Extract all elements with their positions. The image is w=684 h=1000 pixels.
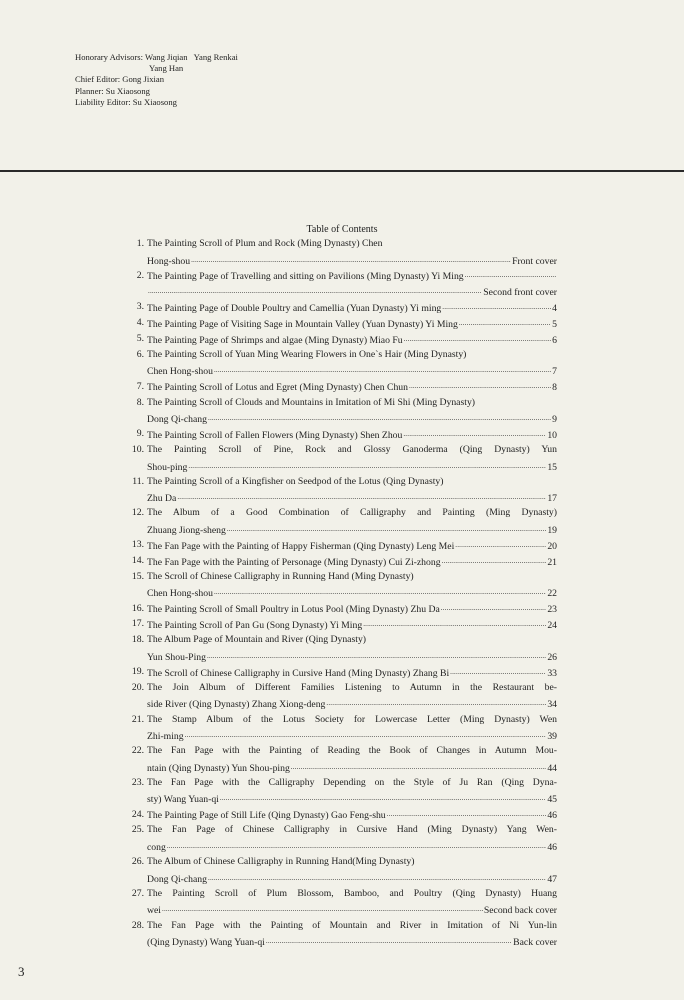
toc-entry-line bbox=[147, 682, 557, 693]
toc-entry-line bbox=[147, 254, 557, 267]
toc-entry-title: The Painting Scroll of Plum and Rock (Ming Dynasty) Chen bbox=[147, 238, 383, 249]
toc-entry-title: The Painting Scroll of Plum Blossom, Bamboo, and Poultry (Qing Dynasty) Huang bbox=[147, 887, 557, 899]
dot-leader bbox=[266, 935, 512, 945]
dot-leader bbox=[148, 286, 482, 296]
dot-leader bbox=[177, 492, 546, 502]
toc-entry-line bbox=[147, 238, 557, 249]
dot-leader bbox=[363, 618, 546, 628]
toc-entry-title: The Painting Scroll of Pine, Rock and Glossy Ganoderma (Qing Dynasty) Yun bbox=[147, 444, 557, 456]
liability-editor: Liability Editor: Su Xiaosong bbox=[75, 96, 177, 107]
toc-entry-title: The Painting Page of Still Life (Qing Dynasty) Gao Feng-shu bbox=[147, 810, 386, 822]
toc-entry-title: The Album Page of Mountain and River (Qing Dynasty) bbox=[147, 634, 367, 646]
toc-entry-page: 17 bbox=[547, 493, 557, 505]
toc-entry-title: The Stamp Album of the Lotus Society for Lowercase Letter (Ming Dynasty) Wen bbox=[147, 713, 557, 725]
toc-entry-page: 39 bbox=[547, 731, 557, 743]
toc-entry-title: The Fan Page of Chinese Calligraphy in Cursive Hand (Ming Dynasty) Yang Wen- bbox=[147, 824, 557, 836]
toc-entry-line bbox=[147, 365, 557, 378]
toc-entry-page: 7 bbox=[552, 366, 557, 378]
dot-leader bbox=[207, 650, 546, 660]
toc-entry-number: 11. bbox=[132, 475, 144, 487]
dot-leader bbox=[459, 317, 551, 327]
toc-entry-line bbox=[147, 650, 557, 663]
credits-advisors-row bbox=[75, 52, 238, 63]
page-number: 3 bbox=[18, 964, 25, 979]
toc-entry-line bbox=[147, 793, 557, 806]
toc-entry-line bbox=[147, 634, 557, 645]
toc-entry-title: The Painting Scroll of Pan Gu (Song Dynasty) Yi Ming bbox=[147, 620, 363, 632]
toc-entry-title: The Painting Page of Double Poultry and Camellia (Yuan Dynasty) Yi ming bbox=[147, 303, 442, 315]
toc-entry-page: Second back cover bbox=[483, 905, 557, 917]
toc-entry-page: 46 bbox=[547, 841, 557, 853]
toc-entry-title: The Painting Page of Shrimps and algae (Ming Dynasty) Miao Fu bbox=[147, 334, 403, 346]
dot-leader bbox=[191, 254, 511, 264]
toc-entry-line bbox=[147, 301, 557, 314]
toc-entry-number: 1. bbox=[136, 238, 144, 249]
toc-entry-number: 4. bbox=[136, 317, 144, 329]
toc-entry-page: 44 bbox=[547, 762, 557, 774]
toc-entry-page: 47 bbox=[547, 873, 557, 885]
toc-entry-title: The Painting Scroll of Yuan Ming Wearing Flowers in One`s Hair (Ming Dynasty) bbox=[147, 348, 467, 360]
toc-entry-title: The Painting Scroll of Small Poultry in Lotus Pool (Ming Dynasty) Zhu Da bbox=[147, 604, 440, 616]
toc-entry-line bbox=[147, 809, 557, 822]
toc-entry-line bbox=[147, 920, 557, 931]
dot-leader bbox=[465, 270, 556, 280]
toc-entry-number: 21. bbox=[131, 713, 144, 725]
toc-entry-line bbox=[147, 539, 557, 552]
toc-entry-page: 4 bbox=[552, 303, 557, 315]
toc-entry-title: side River (Qing Dynasty) Zhang Xiong-deng bbox=[147, 699, 326, 711]
toc-entry-line bbox=[147, 397, 557, 408]
toc-entry-line bbox=[147, 381, 557, 394]
toc-entry-number: 19. bbox=[131, 665, 144, 677]
toc-entry-page: 21 bbox=[547, 556, 557, 568]
toc-entry-line bbox=[147, 460, 557, 473]
toc-entry-title: ntain (Qing Dynasty) Yun Shou-ping bbox=[147, 762, 290, 774]
toc-entry-line bbox=[147, 349, 557, 360]
toc-entry-page: Front cover bbox=[512, 255, 557, 267]
toc-entry-page: 5 bbox=[552, 318, 557, 330]
toc-entry-line bbox=[147, 523, 557, 536]
toc-entry-number: 7. bbox=[136, 380, 144, 392]
toc-entry-line bbox=[147, 476, 557, 487]
toc-entry-title: Zhu Da bbox=[147, 493, 177, 505]
toc-entry-line bbox=[147, 428, 557, 441]
toc-entry-line bbox=[147, 492, 557, 505]
toc-entry-page: 26 bbox=[547, 651, 557, 663]
toc-entry-page: 33 bbox=[547, 667, 557, 679]
toc-entry-page: 20 bbox=[547, 540, 557, 552]
toc-entry-line bbox=[147, 333, 557, 346]
toc-entry-page: 24 bbox=[547, 620, 557, 632]
toc-entry-line bbox=[147, 777, 557, 788]
toc-entry-title: The Painting Page of Travelling and sitting on Pavilions (Ming Dynasty) Yi Ming bbox=[147, 271, 464, 283]
toc-entry-line bbox=[147, 317, 557, 330]
toc-entry-line bbox=[147, 555, 557, 568]
dot-leader bbox=[291, 761, 547, 771]
toc-entry-title: The Fan Page with the Calligraphy Depending on the Style of Ju Ran (Qing Dyna- bbox=[147, 776, 557, 788]
dot-leader bbox=[403, 428, 546, 438]
dot-leader bbox=[450, 666, 546, 676]
toc-entry-number: 8. bbox=[136, 396, 144, 408]
dot-leader bbox=[214, 365, 551, 375]
dot-leader bbox=[162, 904, 483, 914]
toc-entry-title: Zhi-ming bbox=[147, 731, 184, 743]
dot-leader bbox=[214, 587, 546, 597]
toc-entry-title: Yun Shou-Ping bbox=[147, 651, 206, 663]
toc-entry-page: 45 bbox=[547, 794, 557, 806]
toc-entry-number: 12. bbox=[131, 507, 144, 519]
toc-title: Table of Contents bbox=[306, 224, 378, 235]
toc-entry-title: The Painting Scroll of Lotus and Egret (Ming Dynasty) Chen Chun bbox=[147, 382, 408, 394]
toc-entry-line bbox=[147, 587, 557, 600]
dot-leader bbox=[167, 840, 546, 850]
toc-entry-line bbox=[147, 444, 557, 455]
toc-entry-title: The Fan Page with the Painting of Reading the Book of Changes in Autumn Mou- bbox=[147, 745, 557, 757]
toc-entry-title: Dong Qi-chang bbox=[147, 414, 207, 426]
toc-entry-line bbox=[147, 603, 557, 616]
toc-entry-page: 22 bbox=[547, 588, 557, 600]
toc-entry-page: 23 bbox=[547, 604, 557, 616]
toc-entry-line bbox=[147, 824, 557, 835]
dot-leader bbox=[409, 381, 551, 391]
toc-entry-line bbox=[147, 840, 557, 853]
toc-entry-number: 2. bbox=[136, 269, 144, 281]
toc-entry-number: 15. bbox=[131, 570, 144, 582]
toc-entry-number: 20. bbox=[131, 681, 144, 693]
toc-entry-line bbox=[147, 270, 557, 283]
toc-entry-number: 16. bbox=[131, 602, 144, 614]
toc-entry-page: 15 bbox=[547, 461, 557, 473]
dot-leader bbox=[185, 729, 547, 739]
toc-entry-number: 5. bbox=[136, 333, 144, 345]
toc-entry-title: The Painting Page of Visiting Sage in Mountain Valley (Yuan Dynasty) Yi Ming bbox=[147, 318, 458, 330]
toc-entry-number: 10. bbox=[131, 444, 144, 456]
toc-entry-number: 9. bbox=[136, 428, 144, 440]
toc-entry-title: Zhuang Jiong-sheng bbox=[147, 524, 226, 536]
dot-leader bbox=[227, 523, 546, 533]
toc-entry-number: 26. bbox=[131, 856, 144, 868]
dot-leader bbox=[188, 460, 546, 470]
toc-entry-title: Shou-ping bbox=[147, 461, 188, 473]
dot-leader bbox=[208, 872, 546, 882]
toc-entry-title: The Scroll of Chinese Calligraphy in Cursive Hand (Ming Dynasty) Zhang Bi bbox=[147, 667, 450, 679]
toc-entry-title: cong bbox=[147, 841, 166, 853]
toc-entry-title: sty) Wang Yuan-qi bbox=[147, 794, 219, 806]
toc-entry-line bbox=[147, 745, 557, 756]
toc-entry-title: The Fan Page with the Painting of Personage (Ming Dynasty) Cui Zi-zhong bbox=[147, 556, 441, 568]
toc-entry-title: The Scroll of Chinese Calligraphy in Running Hand (Ming Dynasty) bbox=[147, 570, 414, 582]
toc-entry-title: Dong Qi-chang bbox=[147, 873, 207, 885]
dot-leader bbox=[220, 793, 546, 803]
toc-entry-page: 8 bbox=[552, 382, 557, 394]
toc-entry-title: The Painting Scroll of a Kingfisher on Seedpod of the Lotus (Qing Dynasty) bbox=[147, 475, 444, 487]
toc-entry-line bbox=[147, 412, 557, 425]
advisors-names: Wang Jiqian Yang Renkai bbox=[145, 52, 238, 62]
toc-entry-number: 13. bbox=[131, 539, 144, 551]
dot-leader bbox=[442, 301, 551, 311]
toc-entry-page: 46 bbox=[547, 810, 557, 822]
toc-entry-number: 22. bbox=[131, 745, 144, 757]
toc-entry-title: wei bbox=[147, 905, 161, 917]
toc-entry-line bbox=[147, 872, 557, 885]
toc-entry-title: Hong-shou bbox=[147, 255, 191, 267]
toc-entry-line bbox=[147, 761, 557, 774]
dot-leader bbox=[387, 809, 547, 819]
toc-entry-title: (Qing Dynasty) Wang Yuan-qi bbox=[147, 937, 265, 949]
toc-entry-line bbox=[147, 618, 557, 631]
toc-entry-line bbox=[147, 729, 557, 742]
toc-entry-title: The Album of a Good Combination of Calligraphy and Painting (Ming Dynasty) bbox=[147, 507, 557, 519]
horizontal-rule bbox=[0, 170, 684, 172]
toc-entry-number: 24. bbox=[131, 808, 144, 820]
toc-entry-page: Second front cover bbox=[483, 287, 557, 299]
toc-entry-number: 25. bbox=[131, 824, 144, 836]
chief-editor: Chief Editor: Gong Jixian bbox=[75, 74, 165, 85]
toc-entry-page: Back cover bbox=[513, 937, 557, 949]
toc-entry-title: Chen Hong-shou bbox=[147, 366, 213, 378]
dot-leader bbox=[441, 603, 547, 613]
toc-entry-line bbox=[147, 935, 557, 948]
toc-entry-number: 28. bbox=[131, 919, 144, 931]
credits-block bbox=[75, 52, 238, 108]
toc-entry-line bbox=[147, 286, 557, 299]
toc-entry-page: 9 bbox=[552, 414, 557, 426]
dot-leader bbox=[208, 412, 551, 422]
toc-entry-title: Chen Hong-shou bbox=[147, 588, 213, 600]
toc-entry-line bbox=[147, 666, 557, 679]
dot-leader bbox=[326, 698, 546, 708]
dot-leader bbox=[442, 555, 547, 565]
toc-entry-number: 17. bbox=[131, 618, 144, 630]
planner: Planner: Su Xiaosong bbox=[75, 85, 150, 96]
advisors-label: Honorary Advisors: bbox=[75, 52, 144, 62]
toc-entry-line bbox=[147, 507, 557, 518]
toc-entry-line bbox=[147, 856, 557, 867]
toc-entry-title: The Fan Page with the Painting of Mountain and River in Imitation of Ni Yun-lin bbox=[147, 919, 557, 931]
toc-entry-line bbox=[147, 904, 557, 917]
toc-entry-line bbox=[147, 888, 557, 899]
dot-leader bbox=[404, 333, 552, 343]
toc-entry-line bbox=[147, 698, 557, 711]
toc-entry-number: 27. bbox=[131, 887, 144, 899]
toc-entry-number: 6. bbox=[136, 348, 144, 360]
toc-entry-page: 19 bbox=[547, 524, 557, 536]
dot-leader bbox=[455, 539, 546, 549]
toc-entry-number: 3. bbox=[136, 301, 144, 313]
toc-entry-title: The Painting Scroll of Clouds and Mountains in Imitation of Mi Shi (Ming Dynasty) bbox=[147, 396, 476, 408]
toc-entry-number: 14. bbox=[131, 555, 144, 566]
advisors-names-line2: Yang Han bbox=[149, 63, 184, 74]
toc-entry-page: 10 bbox=[547, 429, 557, 441]
toc-entry-line bbox=[147, 714, 557, 725]
toc-entry-title: The Join Album of Different Families Listening to Autumn in the Restaurant be- bbox=[147, 681, 557, 693]
toc-entry-page: 34 bbox=[547, 699, 557, 711]
toc-entry-page: 6 bbox=[552, 334, 557, 346]
toc-entry-title: The Fan Page with the Painting of Happy Fisherman (Qing Dynasty) Leng Mei bbox=[147, 540, 455, 552]
toc-entry-number: 18. bbox=[131, 634, 144, 646]
toc-entry-title: The Painting Scroll of Fallen Flowers (Ming Dynasty) Shen Zhou bbox=[147, 429, 403, 441]
toc-entry-line bbox=[147, 571, 557, 582]
toc-entry-number: 23. bbox=[131, 776, 144, 788]
toc-entry-title: The Album of Chinese Calligraphy in Running Hand(Ming Dynasty) bbox=[147, 856, 415, 868]
